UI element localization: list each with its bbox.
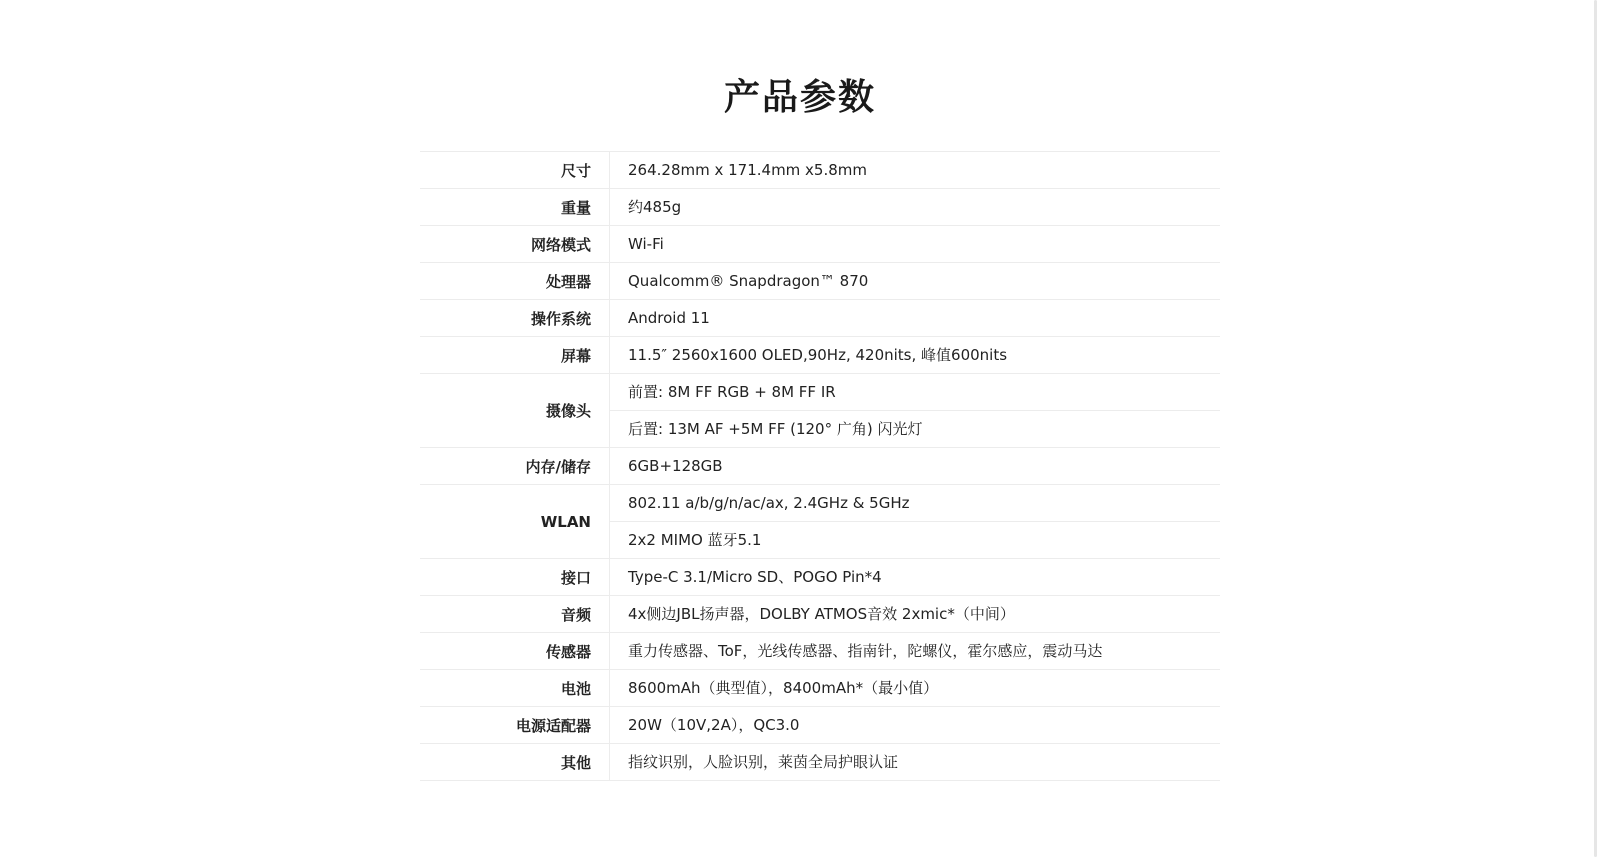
page-title: 产品参数 xyxy=(723,77,876,118)
spec-value: 11.5″ 2560x1600 OLED,90Hz, 420nits, 峰值600nits xyxy=(628,346,1008,364)
spec-value: 指纹识别，人脸识别，莱茵全局护眼认证 xyxy=(628,753,899,771)
spec-value: Wi-Fi xyxy=(628,235,664,253)
spec-values xyxy=(610,485,1220,558)
spec-row xyxy=(420,670,1220,707)
spec-values xyxy=(610,300,1220,336)
spec-value: 重力传感器、ToF，光线传感器、指南针，陀螺仪，霍尔感应，震动马达 xyxy=(628,642,1103,660)
spec-value: 约485g xyxy=(628,198,682,216)
spec-value: 20W（10V,2A），QC3.0 xyxy=(628,716,800,734)
spec-label: 传感器 xyxy=(420,633,610,669)
spec-value: 6GB+128GB xyxy=(628,457,723,475)
spec-row xyxy=(420,559,1220,596)
spec-value: 802.11 a/b/g/n/ac/ax, 2.4GHz & 5GHz xyxy=(628,494,910,512)
spec-values xyxy=(610,152,1220,188)
spec-label: 操作系统 xyxy=(420,300,610,336)
spec-value: 8600mAh（典型值），8400mAh*（最小值） xyxy=(628,679,939,697)
spec-row xyxy=(420,707,1220,744)
spec-row xyxy=(420,374,1220,448)
spec-label: 处理器 xyxy=(420,263,610,299)
spec-row xyxy=(420,151,1220,189)
spec-value: 前置: 8M FF RGB + 8M FF IR xyxy=(628,383,836,401)
spec-value: Android 11 xyxy=(628,309,710,327)
spec-label: 屏幕 xyxy=(420,337,610,373)
spec-label: 重量 xyxy=(420,189,610,225)
spec-values xyxy=(610,226,1220,262)
spec-label: WLAN xyxy=(420,485,610,558)
spec-values xyxy=(610,633,1220,669)
spec-value: 后置: 13M AF +5M FF (120° 广角) 闪光灯 xyxy=(610,410,1220,447)
spec-values xyxy=(610,559,1220,595)
spec-label: 摄像头 xyxy=(420,374,610,447)
spec-row xyxy=(420,263,1220,300)
spec-values xyxy=(610,374,1220,447)
spec-values xyxy=(610,189,1220,225)
spec-value: 2x2 MIMO 蓝牙5.1 xyxy=(610,521,1220,558)
spec-row xyxy=(420,596,1220,633)
spec-values xyxy=(610,263,1220,299)
spec-value: Type-C 3.1/Micro SD、POGO Pin*4 xyxy=(628,568,882,586)
spec-row xyxy=(420,744,1220,781)
spec-values xyxy=(610,337,1220,373)
spec-row xyxy=(420,189,1220,226)
spec-label: 网络模式 xyxy=(420,226,610,262)
spec-value: 4x侧边JBL扬声器，DOLBY ATMOS音效 2xmic*（中间） xyxy=(628,605,1015,623)
scrollbar[interactable] xyxy=(1568,0,1600,857)
spec-label: 电源适配器 xyxy=(420,707,610,743)
spec-values xyxy=(610,596,1220,632)
spec-label: 电池 xyxy=(420,670,610,706)
scrollbar-thumb[interactable] xyxy=(1594,0,1597,857)
spec-label: 音频 xyxy=(420,596,610,632)
spec-label: 接口 xyxy=(420,559,610,595)
spec-label: 其他 xyxy=(420,744,610,780)
spec-row xyxy=(420,485,1220,559)
spec-label: 内存/储存 xyxy=(420,448,610,484)
spec-values xyxy=(610,448,1220,484)
spec-row xyxy=(420,448,1220,485)
spec-table xyxy=(420,151,1220,781)
spec-values xyxy=(610,670,1220,706)
spec-value: Qualcomm® Snapdragon™ 870 xyxy=(628,272,869,290)
spec-values xyxy=(610,744,1220,780)
spec-row xyxy=(420,337,1220,374)
spec-row xyxy=(420,300,1220,337)
spec-row xyxy=(420,633,1220,670)
spec-value: 264.28mm x 171.4mm x5.8mm xyxy=(628,161,868,179)
spec-row xyxy=(420,226,1220,263)
spec-label: 尺寸 xyxy=(420,152,610,188)
spec-values xyxy=(610,707,1220,743)
